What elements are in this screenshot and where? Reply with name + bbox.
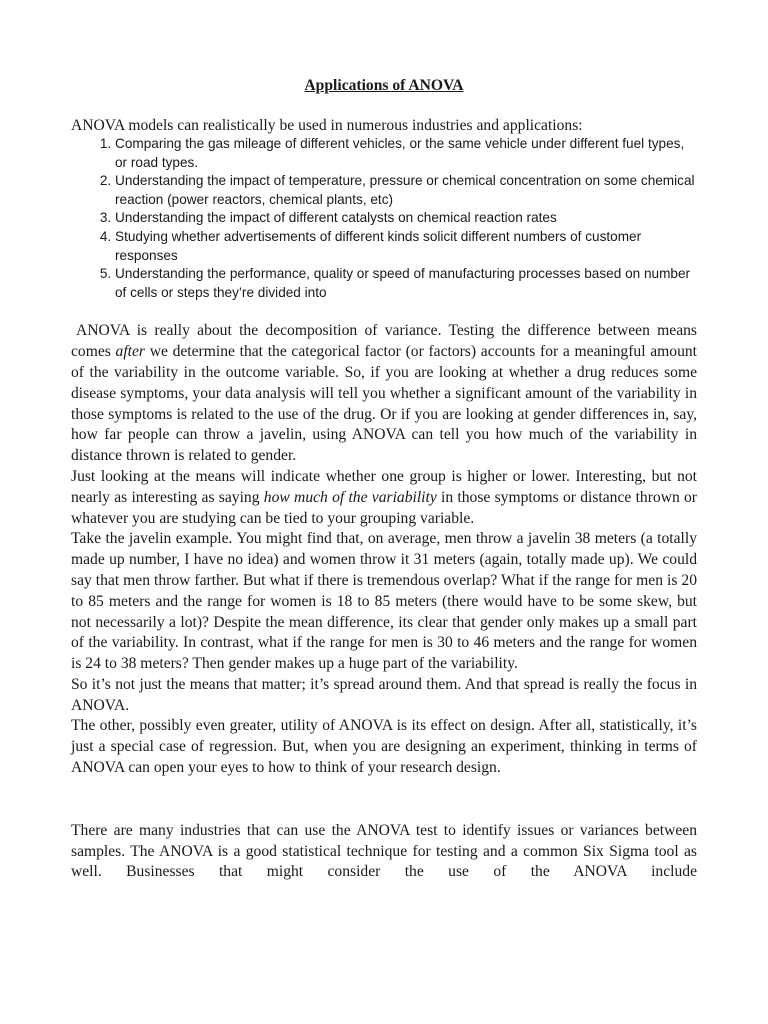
- document-page: [71, 76, 697, 883]
- intro-paragraph: ANOVA models can realistically be used in numerous industries and applications:: [71, 117, 583, 134]
- text-run: we determine that the categorical factor (or factors) accounts for a meaningful amount of the variability in the outcome variable. So, if you are looking at whether a drug reduces some disease symptoms, your data analysis will tell you whether a significant amount of the variability in those symptoms is related to the use of the drug. Or if you are looking at gender differences in, say, how far people can throw a javelin, using ANOVA can tell you how much of the variability in distance thrown is related to gender.: [71, 343, 697, 465]
- spacer: [71, 779, 697, 821]
- text-run: ANOVA is really about the decomposition of variance. Testing the difference between means comes: [71, 322, 697, 361]
- emphasis-text: how much of the variability: [263, 488, 437, 506]
- paragraph-decomposition: [71, 321, 697, 467]
- emphasis-text: after: [115, 343, 145, 361]
- text-run: in those symptoms or distance thrown or whatever you are studying can be tied to your grouping variable.: [71, 488, 698, 527]
- list-item: 4. Studying whether advertisements of different kinds solicit different numbers of customer responses: [115, 228, 697, 265]
- list-item: 1. Comparing the gas mileage of different vehicles, or the same vehicle under different fuel types, or road types.: [115, 135, 697, 172]
- page-title: Applications of ANOVA: [304, 77, 464, 94]
- list-item: 3. Understanding the impact of different catalysts on chemical reaction rates: [115, 209, 697, 228]
- paragraph-means: [71, 467, 697, 529]
- paragraph-design: The other, possibly even greater, utility of ANOVA is its effect on design. After all, statistically, it’s just a special case of regression. But, when you are designing an experiment, thinking in terms of ANOVA can open your eyes to how to think of your research design.: [71, 717, 697, 777]
- paragraph-spread: So it’s not just the means that matter; it’s spread around them. And that spread is really the focus in ANOVA.: [71, 675, 697, 714]
- list-item: 5. Understanding the performance, quality or speed of manufacturing processes based on number of cells or steps they’re divided into: [115, 265, 697, 302]
- applications-list: [71, 135, 697, 302]
- list-item: 2. Understanding the impact of temperature, pressure or chemical concentration on some chemical reaction (power reactors, chemical plants, etc): [115, 172, 697, 209]
- text-run: Just looking at the means will indicate whether one group is higher or lower. Interesting, but not nearly as interesting as saying: [71, 467, 697, 506]
- paragraph-industries: There are many industries that can use the ANOVA test to identify issues or variances between samples. The ANOVA is a good statistical technique for testing and a common Six Sigma tool as well. Businesses that might consider the use of the ANOVA include: [71, 821, 697, 881]
- paragraph-javelin: Take the javelin example. You might find that, on average, men throw a javelin 38 meters (a totally made up number, I have no idea) and women throw it 31 meters (again, totally made up). We could say that men throw farther. But what if there is tremendous overlap? What if the range for men is 20 to 85 meters and the range for women is 18 to 85 meters (there would have to be some skew, but not necessarily a lot)? Despite the mean difference, its clear that gender only makes up a small part of the variability. In contrast, what if the range for men is 30 to 46 meters and the range for women is 24 to 38 meters? Then gender makes up a huge part of the variability.: [71, 530, 697, 673]
